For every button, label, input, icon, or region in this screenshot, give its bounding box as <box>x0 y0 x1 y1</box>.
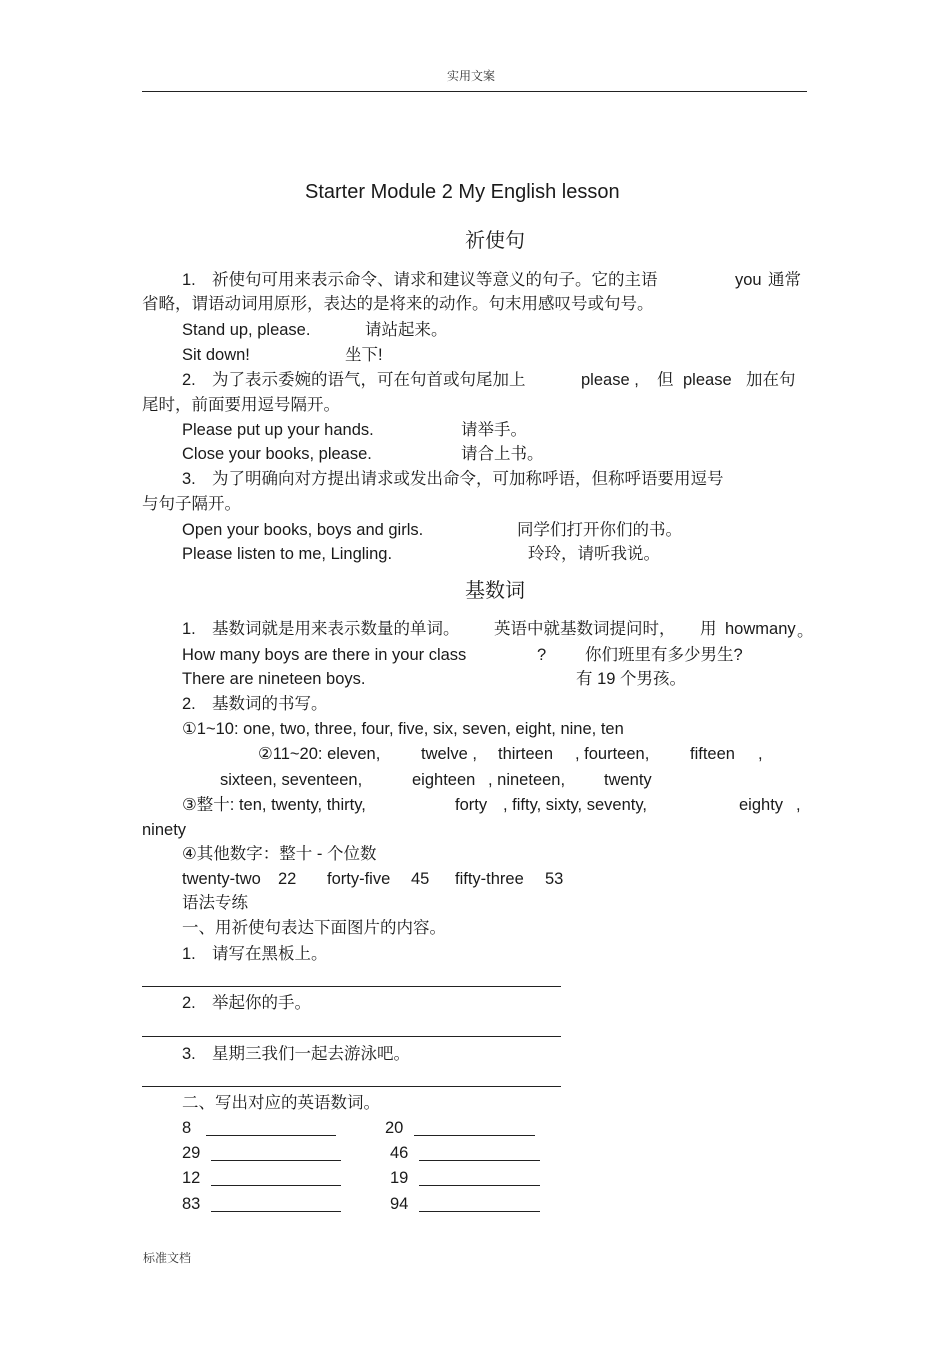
example-cn: 你们班里有多少男生? <box>585 646 743 664</box>
answer-blank[interactable] <box>419 1160 540 1161</box>
exercise-prompt: 星期三我们一起去游泳吧。 <box>212 1045 410 1063</box>
example-cn: 请举手。 <box>461 421 527 439</box>
example-en: Close your books, please. <box>182 445 372 463</box>
example-en: There are nineteen boys. <box>182 670 366 688</box>
number-prompt: 8 <box>182 1119 192 1137</box>
number-word: , <box>796 796 801 814</box>
section-heading-cardinal: 基数词 <box>465 580 525 602</box>
answer-line[interactable] <box>142 1086 561 1087</box>
paragraph-text: 用 <box>700 620 717 638</box>
keyword: howmany <box>725 620 796 638</box>
number-prompt: 12 <box>182 1169 201 1187</box>
paragraph-text: 尾时，前面要用逗号隔开。 <box>142 396 340 414</box>
answer-blank[interactable] <box>211 1185 341 1186</box>
answer-blank[interactable] <box>211 1160 341 1161</box>
paragraph-text: 加在句 <box>746 371 796 389</box>
paragraph-text: 通常 <box>768 271 801 289</box>
paragraph-number: 1. <box>182 271 196 289</box>
number-list-1-10: ①1~10: one, two, three, four, five, six, seven, eight, nine, ten <box>182 720 624 738</box>
example-cn: 玲玲，请听我说。 <box>528 545 660 563</box>
paragraph-number: 1. <box>182 620 196 638</box>
example-cn: 请合上书。 <box>461 445 544 463</box>
answer-blank[interactable] <box>419 1185 540 1186</box>
number-prompt: 46 <box>390 1144 409 1162</box>
number-list-11-20: ②11~20: eleven, <box>258 745 381 763</box>
example-cn: 坐下! <box>345 346 383 364</box>
example-word: forty-five <box>327 870 391 888</box>
example-word: twenty-two <box>182 870 261 888</box>
page-footer: 标准文档 <box>143 1251 192 1265</box>
paragraph-text: 省略，谓语动词用原形，表达的是将来的动作。句末用感叹号或句号。 <box>142 295 654 313</box>
practice-heading: 语法专练 <box>182 894 248 912</box>
number-word: forty <box>455 796 488 814</box>
keyword: please <box>683 371 732 389</box>
example-cn: 请站起来。 <box>365 321 448 339</box>
number-prompt: 19 <box>390 1169 409 1187</box>
paragraph-number: 2. <box>182 371 196 389</box>
page-header: 实用文案 <box>447 69 496 83</box>
number-word: , nineteen, <box>488 771 566 789</box>
example-number: 22 <box>278 870 297 888</box>
paragraph-text: 基数词的书写。 <box>212 695 328 713</box>
exercise-prompt: 请写在黑板上。 <box>212 945 328 963</box>
paragraph-text: 基数词就是用来表示数量的单词。 <box>212 620 460 638</box>
example-word: fifty-three <box>455 870 524 888</box>
example-en: Please put up your hands. <box>182 421 374 439</box>
paragraph-text: 英语中就基数词提问时， <box>494 620 676 638</box>
example-en: How many boys are there in your class <box>182 646 467 664</box>
example-punct: ? <box>537 646 547 664</box>
paragraph-text: 但 <box>657 371 674 389</box>
number-word: thirteen <box>498 745 554 763</box>
number-word: eighteen <box>412 771 476 789</box>
number-prompt: 20 <box>385 1119 404 1137</box>
number-prompt: 83 <box>182 1195 201 1213</box>
exercise-title: 二、写出对应的英语数词。 <box>182 1094 380 1112</box>
number-list-tens: ③整十: ten, twenty, thirty, <box>182 796 366 814</box>
number-word: eighty <box>739 796 784 814</box>
answer-blank[interactable] <box>206 1135 336 1136</box>
section-heading-imperative: 祈使句 <box>465 230 525 252</box>
number-prompt: 94 <box>390 1195 409 1213</box>
answer-blank[interactable] <box>419 1211 540 1212</box>
exercise-title: 一、用祈使句表达下面图片的内容。 <box>182 919 446 937</box>
paragraph-text: 与句子隔开。 <box>142 495 241 513</box>
number-list-other: ④其他数字：整十 - 个位数 <box>182 845 377 863</box>
paragraph-text: 祈使句可用来表示命令、请求和建议等意义的句子。它的主语 <box>212 271 658 289</box>
answer-line[interactable] <box>142 986 561 987</box>
paragraph-text: 为了表示委婉的语气，可在句首或句尾加上 <box>212 371 526 389</box>
number-prompt: 29 <box>182 1144 201 1162</box>
header-rule <box>142 91 807 92</box>
page-title: Starter Module 2 My English lesson <box>305 181 620 203</box>
keyword: you <box>735 271 762 289</box>
paragraph-text: 为了明确向对方提出请求或发出命令，可加称呼语，但称呼语要用逗号 <box>212 470 724 488</box>
number-word: , fifty, sixty, seventy, <box>503 796 647 814</box>
answer-blank[interactable] <box>211 1211 341 1212</box>
keyword: please , <box>581 371 639 389</box>
example-en: Open your books, boys and girls. <box>182 521 424 539</box>
example-number: 45 <box>411 870 430 888</box>
answer-line[interactable] <box>142 1036 561 1037</box>
example-en: Stand up, please. <box>182 321 311 339</box>
example-en: Please listen to me, Lingling. <box>182 545 393 563</box>
example-en: Sit down! <box>182 346 250 364</box>
exercise-number: 1. <box>182 945 196 963</box>
number-word: twelve , <box>421 745 477 763</box>
paragraph-text: 。 <box>797 622 814 640</box>
paragraph-number: 3. <box>182 470 196 488</box>
paragraph-number: 2. <box>182 695 196 713</box>
exercise-prompt: 举起你的手。 <box>212 994 311 1012</box>
answer-blank[interactable] <box>414 1135 535 1136</box>
number-word: , fourteen, <box>575 745 650 763</box>
number-word: fifteen <box>690 745 735 763</box>
number-word: sixteen, seventeen, <box>220 771 363 789</box>
example-cn: 同学们打开你们的书。 <box>517 521 682 539</box>
number-word: twenty <box>604 771 652 789</box>
example-number: 53 <box>545 870 564 888</box>
exercise-number: 2. <box>182 994 196 1012</box>
number-word: ninety <box>142 821 187 839</box>
example-cn: 有 19 个男孩。 <box>576 670 687 688</box>
number-word: , <box>758 745 763 763</box>
exercise-number: 3. <box>182 1045 196 1063</box>
